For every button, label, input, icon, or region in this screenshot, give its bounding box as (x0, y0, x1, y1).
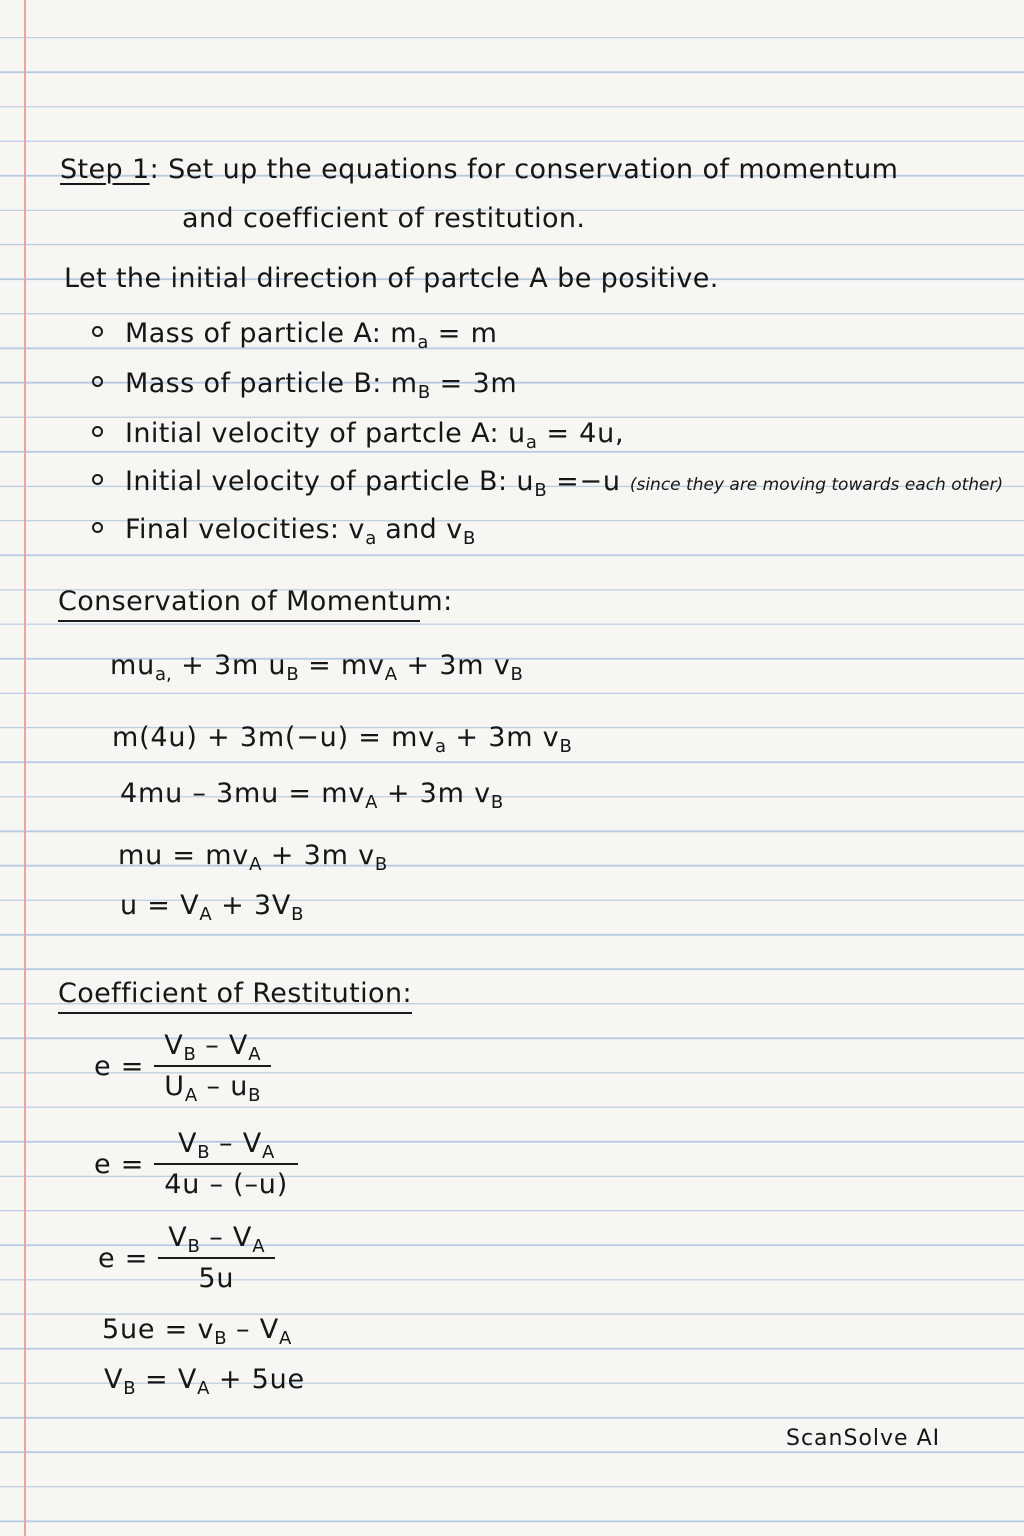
intro-text: Let the initial direction of partcle A be positive. (64, 263, 719, 294)
list-item: Mass of particle A: $m_a = m$ (92, 318, 498, 349)
restitution-equation-3: e = $\frac{V_B - V_A}{5u}$ (98, 1222, 275, 1294)
list-item: Final velocities: $v_a$ and $v_B$ (92, 514, 475, 545)
momentum-heading-underline (58, 620, 420, 622)
brand-watermark: ScanSolve AI (786, 1426, 941, 1451)
list-item: Initial velocity of particle B: $u_B =-u$ (since they are moving towards each other) (92, 466, 1003, 497)
momentum-equation-4: mu = $mv_A + 3m$ $v_B$ (118, 840, 388, 875)
bullet-icon (92, 474, 103, 485)
momentum-equation-5: $u = V_A + 3V_B$ (120, 890, 304, 925)
page-margin-line (24, 0, 26, 1536)
step-title-line2: and coefficient of restitution. (182, 203, 586, 234)
list-item: Mass of particle B: $m_B = 3m$ (92, 368, 518, 399)
momentum-equation-2: $m(4u) + 3m(-u) = mv_a + 3m$ $v_B$ (112, 722, 572, 757)
step-label: Step 1 (60, 154, 150, 185)
momentum-heading: Conservation of Momentum: (58, 586, 453, 617)
restitution-equation-5: $V_B = V_A + 5ue$ (104, 1364, 305, 1399)
step-heading (60, 154, 898, 185)
bullet-icon (92, 376, 103, 387)
restitution-equation-4: $5ue = v_B - V_A$ (102, 1314, 292, 1349)
momentum-equation-1: $mu_{a,} + 3m$ $u_B = mv_A + 3m$ $v_B$ (110, 650, 523, 685)
restitution-heading: Coefficient of Restitution: (58, 978, 412, 1009)
restitution-equation-1: e = $\frac{V_B - V_A}{U_A - u_B}$ (94, 1030, 271, 1102)
bullet-icon (92, 426, 103, 437)
restitution-equation-2: e = $\frac{V_B - V_A}{4u - (-u)}$ (94, 1128, 298, 1200)
list-item: Initial velocity of partcle A: $u_a = 4u$, (92, 418, 624, 449)
step-title-line1: : Set up the equations for conservation of momentum (149, 154, 899, 185)
bullet-icon (92, 326, 103, 337)
direction-note: (since they are moving towards each other) (629, 475, 1004, 495)
momentum-equation-3: $4mu - 3mu = mv_A + 3m$ $v_B$ (120, 778, 504, 813)
bullet-icon (92, 522, 103, 533)
restitution-heading-underline (58, 1012, 412, 1014)
